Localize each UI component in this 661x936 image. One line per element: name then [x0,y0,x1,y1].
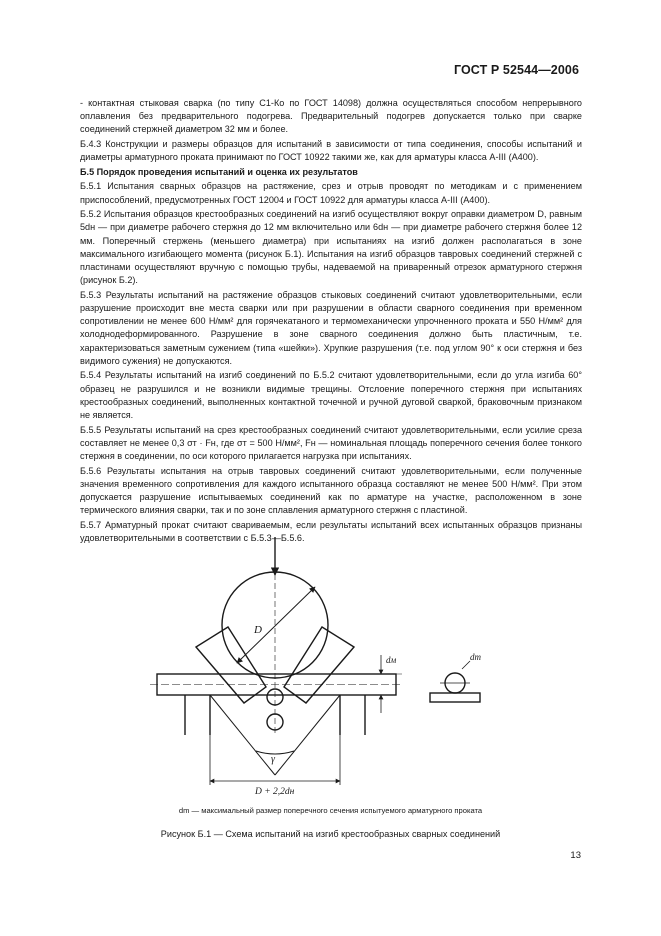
detail-dimension-label: dm [470,652,481,662]
detail-plate [430,693,480,702]
left-support [185,695,210,735]
body-text [80,97,582,547]
document-header: ГОСТ Р 52544—2006 [453,63,579,77]
section-heading: Б.5 Порядок проведения испытаний и оценка их результатов [80,166,358,177]
paragraph: Б.5.4 Результаты испытаний на изгиб соединений по Б.5.2 считают удовлетворительными, если до угла изгиба 60° образец не разрушился и не возникли видимые трещины. Отслоение поперечного стержня при испытаниях крестообразных соединений, выполненных контактной точечной и ручной дуговой сваркой, браковочным признаком не является. [80,370,582,421]
paragraph: Б.5.3 Результаты испытаний на растяжение образцов стыковых соединений считают удовлетворительными, если разрушение происходит вне места сварки или при разрушении в области сварного соединения при временном сопротивлении не менее 600 Н/мм² для горячекатаного и термомеханически упрочненного проката и 550 Н/мм² для холоднодеформированного. Разрушение в зоне сварного соединения должно быть пластичным, т.е. характеризоваться заметным сужением (типа «шейки»). Хрупкие разрушения (т.е. под углом 90° к оси стержня и без видимого сужения) не допускаются. [80,289,582,366]
right-support-bar [284,627,354,703]
bend-test-figure [140,535,520,805]
paragraph: Б.5.5 Результаты испытаний на срез крестообразных соединений считают удовлетворительными, если усилие среза составляет не менее 0,3 σт · Fн, где σт = 500 Н/мм², Fн — номинальная площадь поперечного сечения более тонкого стержня в соединении, по оси которого прилагается нагрузка при испытаниях. [80,424,582,462]
right-support [340,695,365,735]
angle-label: γ [271,754,275,765]
bend-test-diagram [140,535,520,805]
paragraph: Б.4.3 Конструкции и размеры образцов для испытаний в зависимости от типа соединения, способы испытаний и диаметры арматурного проката принимают по ГОСТ 10922 такими же, как для арматуры класса А-III (А400). [80,139,582,163]
left-support-bar [196,627,266,703]
paragraph: Б.5.1 Испытания сварных образцов на растяжение, срез и отрыв проводят по методикам и с применением приспособлений, предусмотренных ГОСТ 12004 и ГОСТ 10922 для арматуры класса А-III (А400). [80,181,582,205]
figure-legend: dm — максимальный размер поперечного сечения испытуемого арматурного проката [178,806,483,815]
side-dimension-label: dм [386,655,397,665]
mandrel-diameter-label: D [254,624,262,636]
paragraph: Б.5.7 Арматурный прокат считают свариваемым, если результаты испытаний всех испытанных образцов признаны удовлетворительными в соответствии с Б.5.3—Б.5.6. [80,519,582,544]
page-number: 13 [570,850,581,861]
paragraph: Б.5.2 Испытания образцов крестообразных соединений на изгиб осуществляют вокруг оправки диаметром D, равным 5dн — при диаметре рабочего стержня до 12 мм включительно или 6dн — при диаметре рабочего стержня более 12 мм. Поперечный стержень (меньшего диаметра) при испытаниях на изгиб должен располагаться в зоне максимального изгибающего момента (рисунок Б.1). Испытания на изгиб образцов тавровых соединений стержней с пластинами осуществляют вручную с помощью трубы, надеваемой на приваренный отрезок арматурного стержня (рисунок Б.2). [80,209,582,286]
figure-caption: Рисунок Б.1 — Схема испытаний на изгиб крестообразных сварных соединений [160,829,501,839]
paragraph: Б.5.6 Результаты испытания на отрыв тавровых соединений считают удовлетворительными, если полученные значения временного сопротивления для каждого испытанного образца составляют не менее 500 Н/мм². При этом допускается разрушение испытываемых соединений как по арматуре на участке, расположенном в зоне термического влияния сварки, так и по зоне сплавления арматурного стержня с пластиной. [80,465,582,516]
paragraph: - контактная стыковая сварка (по типу С1-Ко по ГОСТ 14098) должна осуществляться способом непрерывного оплавления без предварительного подогрева. Предварительный подогрев допускается только при сварке соединений стержней диаметром 32 мм и более. [80,98,582,135]
width-dimension-label: D + 2,2dн [255,787,295,797]
